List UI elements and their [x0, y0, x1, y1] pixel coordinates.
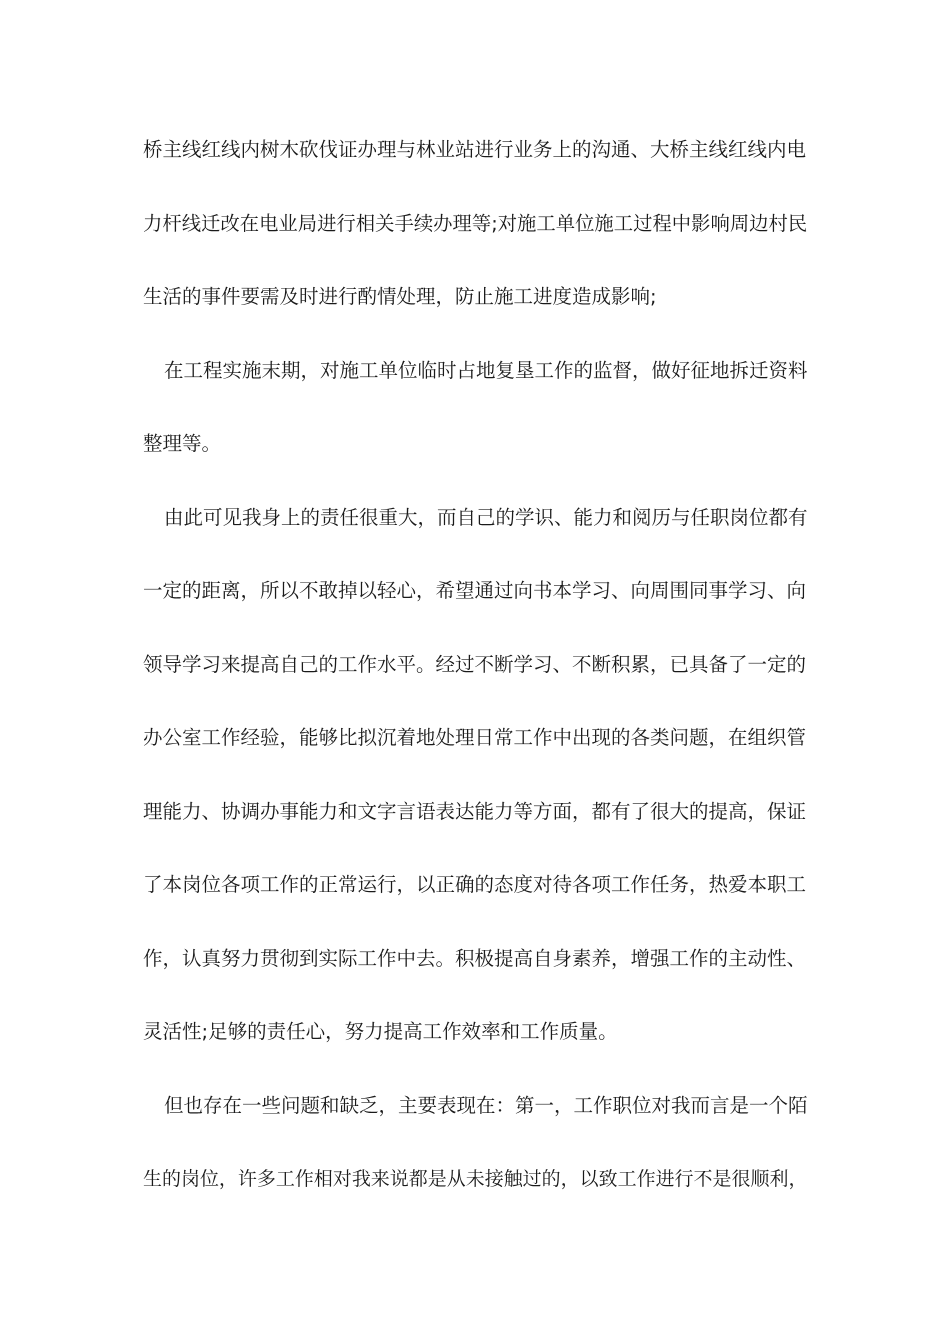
text-line: 了本岗位各项工作的正常运行，以正确的态度对待各项工作任务，热爱本职工: [143, 873, 807, 896]
document-body: [143, 131, 808, 1234]
text-line: 整理等。: [143, 432, 222, 455]
text-line: 领导学习来提高自己的工作水平。经过不断学习、不断积累，已具备了一定的: [143, 652, 807, 676]
text-line: 生活的事件要需及时进行酌情处理，防止施工进度造成影响;: [143, 285, 657, 308]
text-line: 力杆线迁改在电业局进行相关手续办理等;对施工单位施工过程中影响周边村民: [143, 211, 808, 235]
paragraph-first-line: 由此可见我身上的责任很重大，而自己的学识、能力和阅历与任职岗位都有: [164, 505, 808, 529]
text-line: 办公室工作经验，能够比拟沉着地处理日常工作中出现的各类问题，在组织管: [143, 726, 807, 749]
text-line: 一定的距离，所以不敢掉以轻心，希望通过向书本学习、向周围同事学习、向: [143, 579, 807, 602]
paragraph-first-line: 在工程实施末期，对施工单位临时占地复垦工作的监督，做好征地拆迁资料: [164, 358, 808, 382]
text-line: 灵活性;足够的责任心，努力提高工作效率和工作质量。: [143, 1020, 618, 1043]
text-line: 作，认真努力贯彻到实际工作中去。积极提高自身素养，增强工作的主动性、: [143, 946, 807, 970]
text-line: 生的岗位，许多工作相对我来说都是从未接触过的，以致工作进行不是很顺利，: [143, 1168, 808, 1190]
text-line: 桥主线红线内树木砍伐证办理与林业站进行业务上的沟通、大桥主线红线内电: [143, 138, 807, 161]
text-line: 理能力、协调办事能力和文字言语表达能力等方面，都有了很大的提高，保证: [143, 799, 807, 823]
paragraph-first-line: 但也存在一些问题和缺乏，主要表现在：第一，工作职位对我而言是一个陌: [164, 1093, 808, 1117]
